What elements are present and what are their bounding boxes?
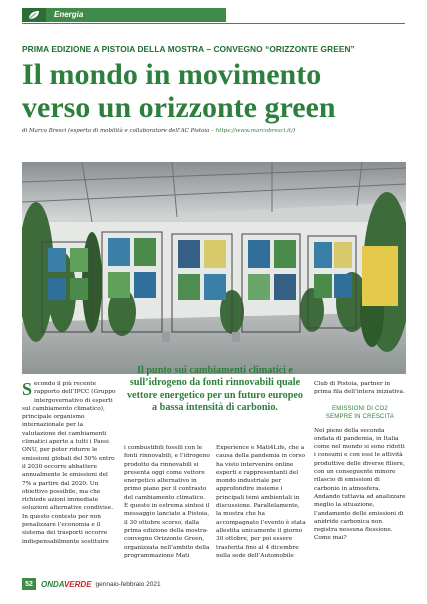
- article-kicker: PRIMA EDIZIONE A PISTOIA DELLA MOSTRA – CONVEGNO “ORIZZONTE GREEN”: [22, 44, 355, 54]
- paragraph: In questo contesto per non penalizzare l’economia e il sistema dei trasporti occorre indispensabilmente sostituire: [22, 513, 109, 545]
- article-byline: [22, 128, 412, 134]
- paragraph: Experience e Mati4Life, che a causa della pandemia in corso ha visto intervenire online esperti e rappresentanti del mondo industriale per approfondire insieme i principali temi ambientali in discussione. Parallelamente, la mostra che ha accompagnato l’evento è stata allestita unicamente il giorno 30 ottobre, per poi essere trasferita fino al 4 dicembre nella sede dell’Automobile: [216, 445, 306, 559]
- page-number: 52: [22, 578, 36, 590]
- exhibition-photo: [22, 162, 406, 374]
- pull-quote: Il punto sui cambiamenti climatici e sull’idrogeno da fonti rinnovabili quale vettore energetico per un futuro europeo a bassa intensità di carbonio.: [126, 365, 304, 414]
- brand-part-1: ONDA: [41, 579, 64, 589]
- text-column-3: [216, 444, 306, 560]
- article-title: [22, 58, 412, 124]
- paragraph: Club di Pistoia, partner in prima fila dell’intera iniziativa.: [314, 381, 405, 396]
- subhead-line-2: SEMPRE IN CRESCITA: [325, 413, 395, 420]
- byline-text: di Marco Bresci (esperto di mobilità e collaboratore dell’AC Pistoia –: [22, 128, 214, 134]
- paragraph: Nel pieno della seconda ondata di pandemia, in Italia come nel mondo si sono ridotti i consumi e con essi le attività produttive delle diverse filiere, con un conseguente minore rilascio di emissioni di carbonio in atmosfera. Andando tuttavia ad analizzare meglio la situazione, l’andamento delle emissioni di anidride carbonica non registra nessuna flessione. Come mai?: [314, 427, 406, 542]
- byline-end: ): [292, 128, 296, 134]
- section-label: Energia: [46, 8, 226, 22]
- text-column-2: [124, 444, 210, 560]
- paragraph: econdo il più recente rapporto dell’IPCC (Gruppo intergovernativo di esperti sul cambiamento climatico), principale organismo internazionale per la valutazione dei cambiamenti climatici aperto a tutti i Paesi ONU, per poter ridurre le emissioni globali del 50% entro il 2030 occorre abbattere annualmente le emissioni del 7% a partire dal 2020. Un obiettivo possibile, ma che richiede azioni immediate soluzioni alternative condivise.: [22, 381, 116, 512]
- brand-part-2: VERDE: [63, 579, 92, 589]
- drop-cap: S: [22, 379, 33, 399]
- issue-date: gennaio-febbraio 2021: [95, 580, 161, 588]
- text-column-1: [22, 380, 118, 546]
- author-website-link[interactable]: https://www.marcobresci.it/: [215, 128, 293, 134]
- subhead-line-1: EMISSIONI DI CO2: [332, 405, 388, 412]
- leaf-icon: [22, 8, 46, 22]
- magazine-logo: [41, 580, 92, 589]
- section-subhead: [314, 405, 406, 421]
- header-divider: [22, 23, 405, 24]
- section-rubric: [22, 8, 226, 22]
- text-column-4: [314, 380, 406, 543]
- paragraph: i combustibili fossili con le fonti rinnovabili, e l’idrogeno prodotto da rinnovabili si presenta oggi come vettore energetico alternativo in primo piano per il contrasto del cambiamento climatico. È questo in estrema sintesi il messaggio lanciato a Pistoia, il 30 ottobre scorso, dalla prima edizione della mostra-convegno Orizzonte Green, organizzata nell’ambito della programmazione Mati: [124, 445, 210, 559]
- title-line-1: Il mondo in movimento: [22, 58, 322, 91]
- page-footer: [22, 578, 161, 590]
- title-line-2: verso un orizzonte green: [22, 91, 336, 124]
